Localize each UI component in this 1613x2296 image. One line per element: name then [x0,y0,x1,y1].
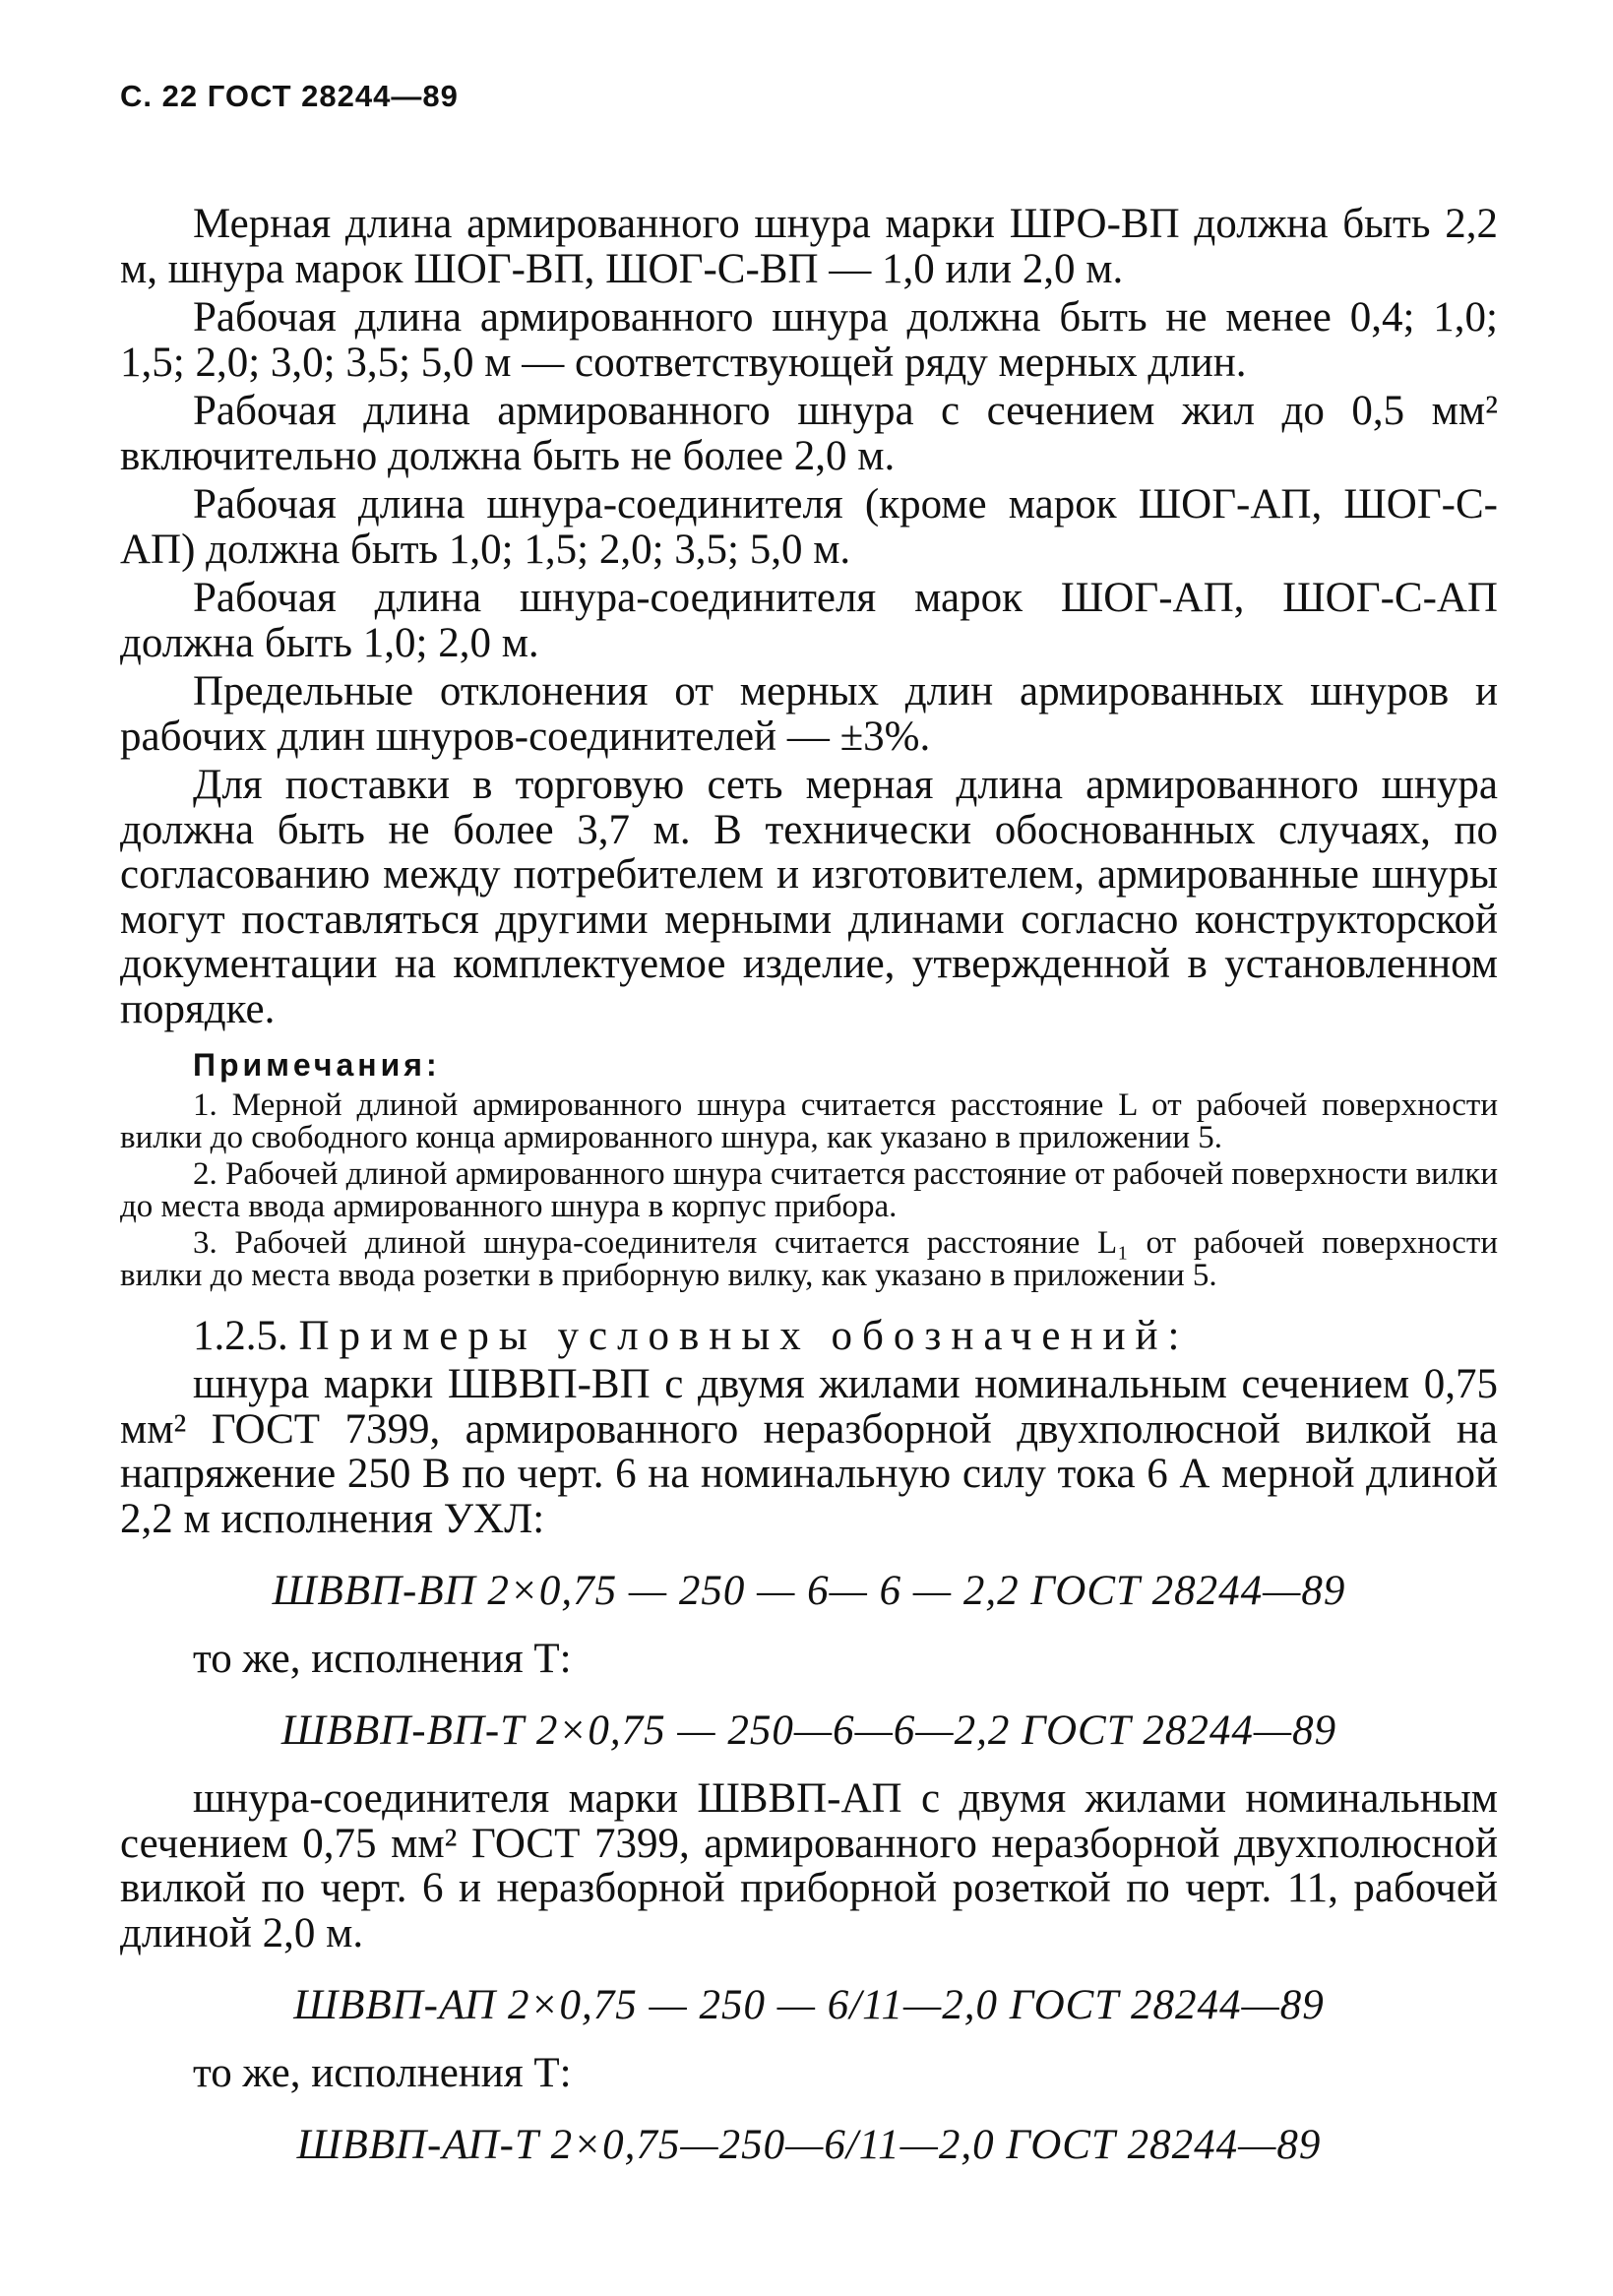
note-item: 3. Рабочей длиной шнура-соединителя считается расстояние L₁ от рабочей поверхности вилки до места ввода розетки в приборную вилку, как указано в приложении 5. [120,1225,1498,1293]
note-item: 2. Рабочей длиной армированного шнура считается расстояние от рабочей поверхности вилки до места ввода армированного шнура в корпус прибора. [120,1156,1498,1224]
example-description: шнура марки ШВВП-ВП с двумя жилами номинальным сечением 0,75 мм² ГОСТ 7399, армированного неразборной двухполюсной вилкой на напряжение 250 В по черт. 6 на номинальную силу тока 6 А мерной длиной 2,2 м исполнения УХЛ: [120,1361,1498,1542]
designation-formula: ШВВП-АП 2×0,75 — 250 — 6/11—2,0 ГОСТ 28244—89 [293,1982,1325,2028]
paragraph-tolerances: Предельные отклонения от мерных длин армированных шнуров и рабочих длин шнуров-соединителей — ±3%. [120,668,1498,760]
document-body [120,202,1498,2191]
notes-title: Примечания: [193,1047,441,1083]
paragraph-retail-supply: Для поставки в торговую сеть мерная длина армированного шнура должна быть не более 3,7 м. В технически обоснованных случаях, по согласованию между потребителем и изготовителем, армированные шнуры могут поставляться другими мерными длинами согласно конструкторской документации на комплектуемое изделие, утвержденной в установленном порядке. [120,762,1498,1032]
paragraph-working-length: Рабочая длина армированного шнура должна быть не менее 0,4; 1,0; 1,5; 2,0; 3,0; 3,5; 5,0 м — соответствующей ряду мерных длин. [120,294,1498,386]
designation-formula: ШВВП-ВП-Т 2×0,75 — 250—6—6—2,2 ГОСТ 28244—89 [280,1707,1337,1754]
section-heading [193,1314,1498,1358]
same-note: то же, исполнения Т: [193,2050,572,2096]
notes-block [120,1047,1498,1292]
designation-formula: ШВВП-ВП 2×0,75 — 250 — 6— 6 — 2,2 ГОСТ 28244—89 [272,1568,1346,1614]
example-description: шнура-соединителя марки ШВВП-АП с двумя жилами номинальным сечением 0,75 мм² ГОСТ 7399, армированного неразборной двухполюсной вилкой по черт. 6 и неразборной приборной розеткой по черт. 11, рабочей длиной 2,0 м. [120,1775,1498,1956]
paragraph-connector-length: Рабочая длина шнура-соединителя (кроме марок ШОГ-АП, ШОГ-С-АП) должна быть 1,0; 1,5; 2,0; 3,5; 5,0 м. [120,481,1498,573]
paragraph-connector-length-shog: Рабочая длина шнура-соединителя марок ШОГ-АП, ШОГ-С-АП должна быть 1,0; 2,0 м. [120,575,1498,666]
page-header: С. 22 ГОСТ 28244—89 [120,79,459,113]
section-title: Примеры условных обозначений: [298,1313,1190,1359]
section-number: 1.2.5. [193,1313,288,1359]
paragraph-measured-length: Мерная длина армированного шнура марки ШРО-ВП должна быть 2,2 м, шнура марок ШОГ-ВП, ШОГ-С-ВП — 1,0 или 2,0 м. [120,201,1498,292]
designation-formula: ШВВП-АП-Т 2×0,75—250—6/11—2,0 ГОСТ 28244—89 [296,2122,1322,2168]
paragraph-working-length-section: Рабочая длина армированного шнура с сечением жил до 0,5 мм² включительно должна быть не более 2,0 м. [120,388,1498,479]
note-item: 1. Мерной длиной армированного шнура считается расстояние L от рабочей поверхности вилки до свободного конца армированного шнура, как указано в приложении 5. [120,1087,1498,1155]
same-note: то же, исполнения Т: [193,1636,572,1682]
